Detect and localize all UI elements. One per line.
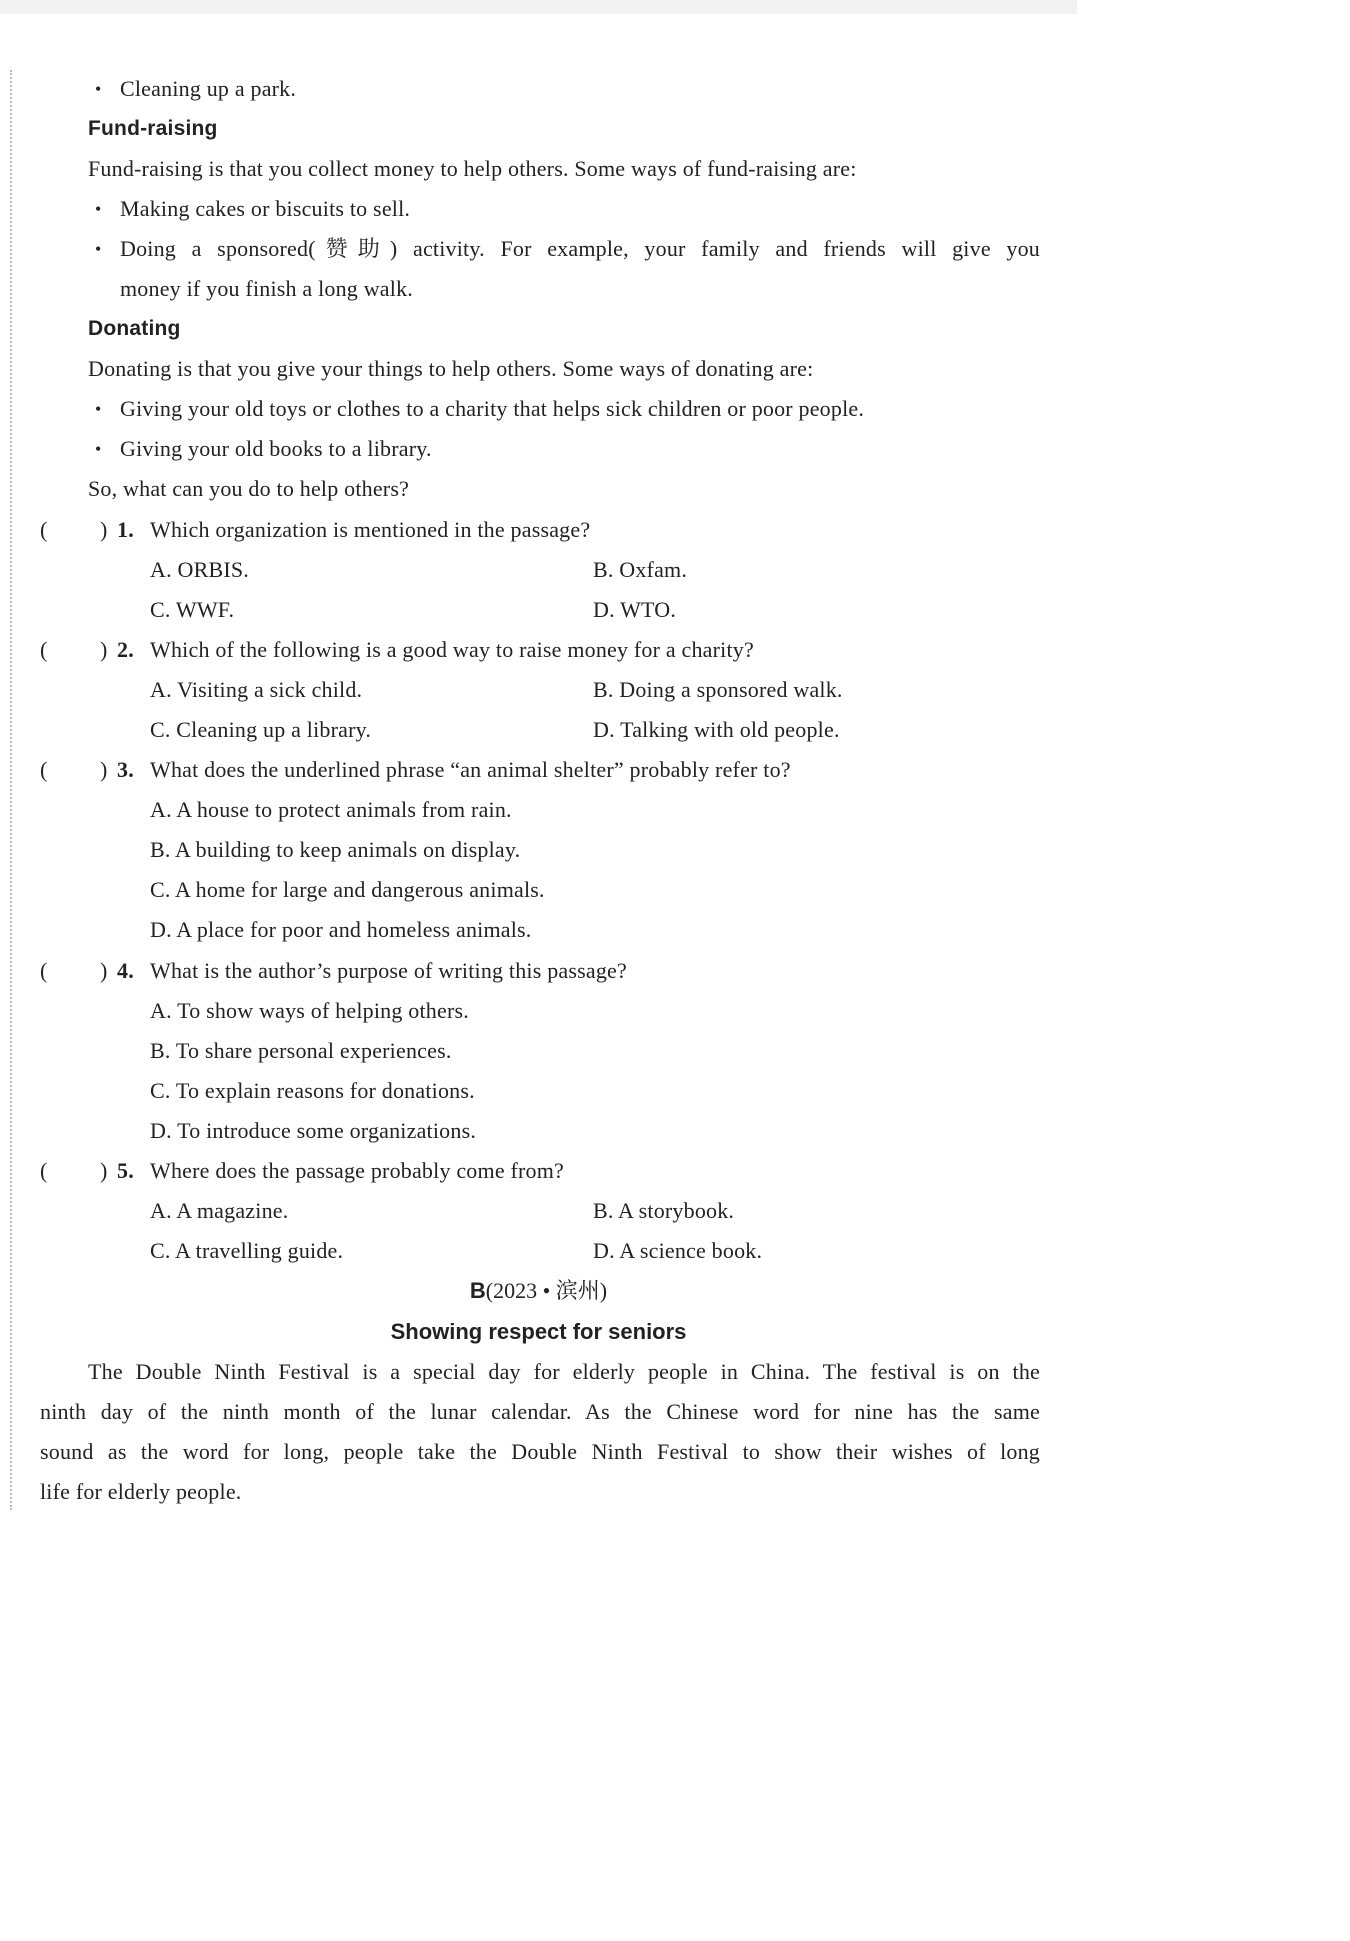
closing-question: So, what can you do to help others? (88, 476, 410, 501)
option-c[interactable]: C. A travelling guide. (150, 1238, 344, 1263)
answer-bracket-open[interactable]: ( (40, 517, 48, 542)
question-number: 2. (117, 637, 134, 662)
question-number: 1. (117, 517, 134, 542)
option-a[interactable]: A. Visiting a sick child. (150, 677, 363, 702)
list-item: Making cakes or biscuits to sell. (120, 196, 411, 221)
option-d[interactable]: D. WTO. (593, 597, 677, 622)
answer-bracket-close: ) (100, 958, 108, 983)
option-d[interactable]: D. Talking with old people. (593, 717, 840, 742)
bullet-icon: • (95, 239, 102, 259)
answer-bracket-open[interactable]: ( (40, 637, 48, 662)
option-a[interactable]: A. ORBIS. (150, 557, 249, 582)
option-b[interactable]: B. Doing a sponsored walk. (593, 677, 843, 702)
list-item: Giving your old books to a library. (120, 436, 432, 461)
bullet-icon: • (95, 439, 102, 459)
question-text: Which organization is mentioned in the passage? (150, 517, 591, 542)
section-heading-fund-raising: Fund-raising (88, 117, 218, 140)
option-d[interactable]: D. A place for poor and homeless animals. (150, 917, 532, 942)
list-item: Doing a sponsored(赞助) activity. For example, your family and friends will give you (120, 236, 1040, 261)
option-a[interactable]: A. A magazine. (150, 1198, 289, 1223)
passage-line: life for elderly people. (40, 1479, 242, 1504)
list-item: Cleaning up a park. (120, 76, 297, 101)
bullet-icon: • (95, 199, 102, 219)
option-c[interactable]: C. Cleaning up a library. (150, 717, 372, 742)
section-b-source: (2023 • 滨州) (485, 1278, 608, 1303)
passage-line: The Double Ninth Festival is a special day for elderly people in China. The festival is on the (88, 1359, 1040, 1384)
question-text: What does the underlined phrase “an animal shelter” probably refer to? (150, 757, 791, 782)
question-text: What is the author’s purpose of writing this passage? (150, 958, 627, 983)
section-b-label: B (469, 1278, 486, 1303)
list-item-continued: money if you finish a long walk. (120, 276, 413, 301)
option-c[interactable]: C. WWF. (150, 597, 235, 622)
option-d[interactable]: D. A science book. (593, 1238, 763, 1263)
option-b[interactable]: B. A building to keep animals on display. (150, 837, 521, 862)
answer-bracket-open[interactable]: ( (40, 757, 48, 782)
question-number: 3. (117, 757, 134, 782)
answer-bracket-close: ) (100, 1158, 108, 1183)
option-b[interactable]: B. Oxfam. (593, 557, 688, 582)
question-text: Where does the passage probably come from? (150, 1158, 565, 1183)
donating-intro: Donating is that you give your things to help others. Some ways of donating are: (88, 356, 814, 381)
section-b-header (0, 1276, 1077, 1306)
option-b[interactable]: B. To share personal experiences. (150, 1038, 452, 1063)
answer-bracket-close: ) (100, 757, 108, 782)
section-heading-donating: Donating (88, 317, 181, 340)
list-item: Giving your old toys or clothes to a charity that helps sick children or poor people. (120, 396, 865, 421)
answer-bracket-close: ) (100, 517, 108, 542)
question-text: Which of the following is a good way to raise money for a charity? (150, 637, 754, 662)
passage-line: sound as the word for long, people take the Double Ninth Festival to show their wishes of long (40, 1439, 1040, 1464)
fund-raising-intro: Fund-raising is that you collect money to help others. Some ways of fund-raising are: (88, 156, 857, 181)
page-top-edge (0, 0, 1077, 14)
answer-bracket-open[interactable]: ( (40, 958, 48, 983)
bullet-icon: • (95, 399, 102, 419)
option-d[interactable]: D. To introduce some organizations. (150, 1118, 477, 1143)
option-c[interactable]: C. To explain reasons for donations. (150, 1078, 475, 1103)
answer-bracket-open[interactable]: ( (40, 1158, 48, 1183)
option-c[interactable]: C. A home for large and dangerous animals. (150, 877, 545, 902)
bullet-icon: • (95, 79, 102, 99)
passage-title: Showing respect for seniors (390, 1319, 687, 1344)
option-b[interactable]: B. A storybook. (593, 1198, 735, 1223)
option-a[interactable]: A. To show ways of helping others. (150, 998, 469, 1023)
question-number: 5. (117, 1158, 134, 1183)
question-number: 4. (117, 958, 134, 983)
passage-line: ninth day of the ninth month of the lunar calendar. As the Chinese word for nine has the same (40, 1399, 1040, 1424)
option-a[interactable]: A. A house to protect animals from rain. (150, 797, 512, 822)
answer-bracket-close: ) (100, 637, 108, 662)
